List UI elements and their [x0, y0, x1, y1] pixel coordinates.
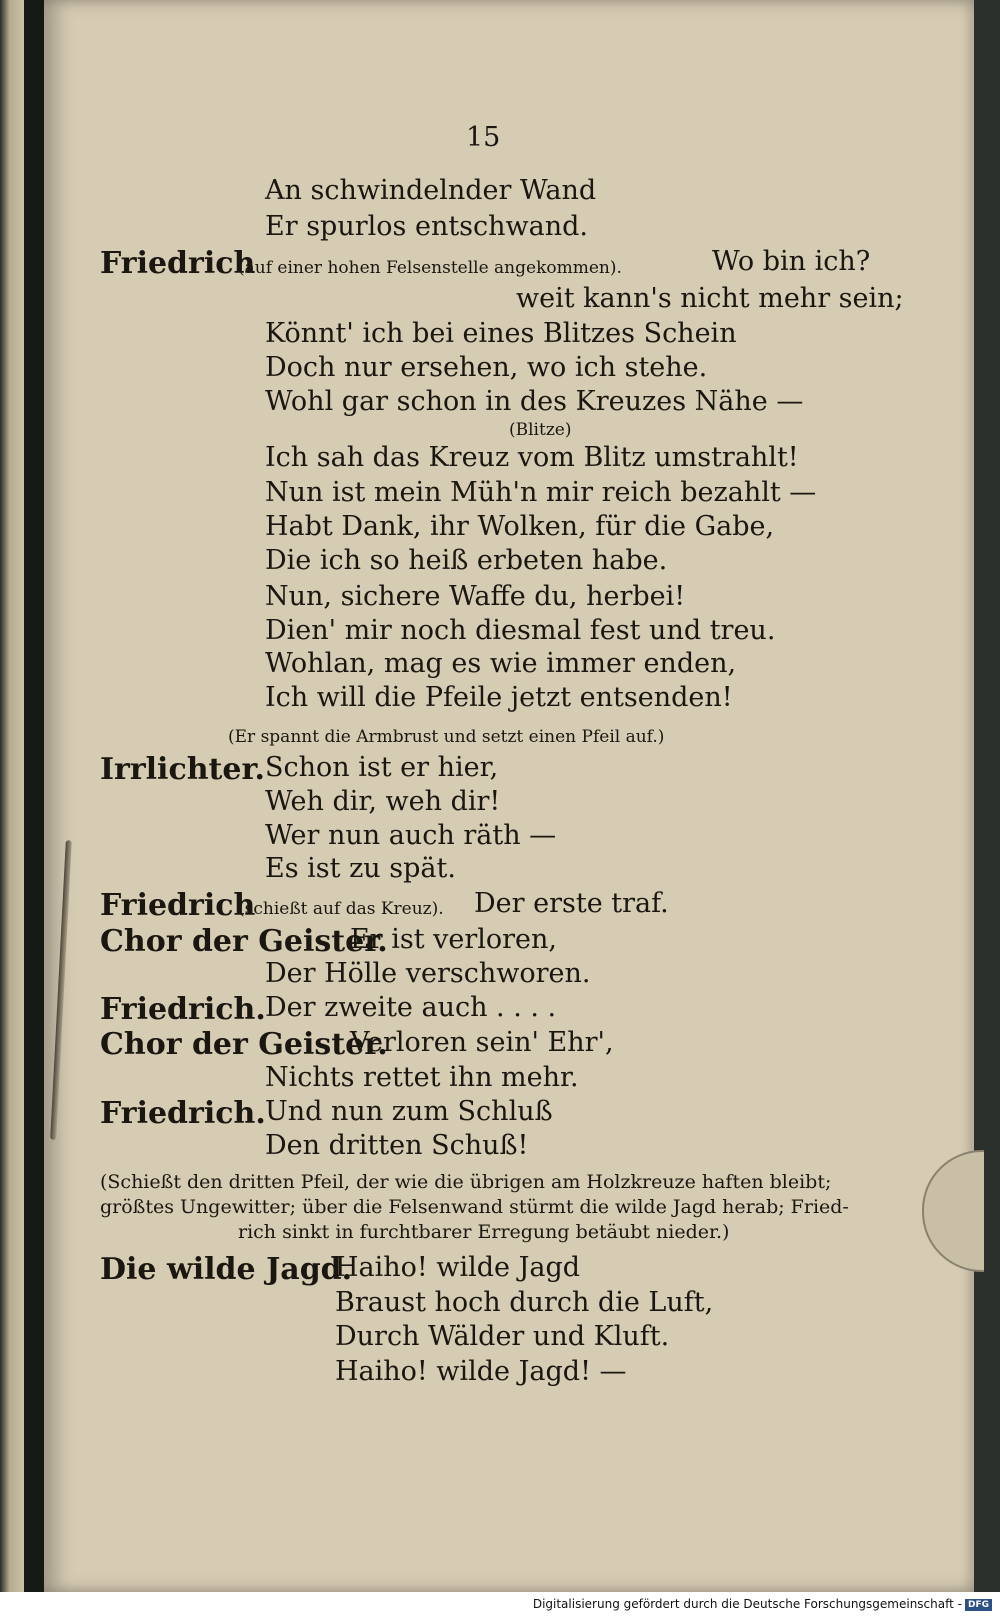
verse-line: Die ich so heiß erbeten habe. — [265, 545, 668, 576]
verse-line: Er spurlos entschwand. — [265, 211, 589, 242]
verse-line: Könnt' ich bei eines Blitzes Schein — [265, 318, 737, 349]
speaker-name: Die wilde Jagd. — [100, 1252, 353, 1287]
speaker-name: Friedrich — [100, 246, 256, 281]
verse-line: Wohlan, mag es wie immer enden, — [265, 648, 737, 679]
verse-line: Nun, sichere Waffe du, herbei! — [265, 581, 686, 612]
verse-line: Und nun zum Schluß — [265, 1096, 553, 1127]
stage-direction: (auf einer hohen Felsenstelle angekommen). — [238, 258, 622, 278]
stage-direction: (schießt auf das Kreuz). — [238, 899, 444, 919]
footer-credit-text: Digitalisierung gefördert durch die Deutsche Forschungsgemeinschaft - — [532, 1597, 962, 1611]
verse-line: Verloren sein' Ehr', — [350, 1027, 614, 1058]
verse-line: Der erste traf. — [474, 888, 669, 919]
verse-line: Habt Dank, ihr Wolken, für die Gabe, — [265, 511, 775, 542]
verse-line: Durch Wälder und Kluft. — [335, 1321, 670, 1352]
verse-line: Ich sah das Kreuz vom Blitz umstrahlt! — [265, 442, 799, 473]
verse-line: Wohl gar schon in des Kreuzes Nähe — — [265, 386, 804, 417]
verse-line: Doch nur ersehen, wo ich stehe. — [265, 352, 708, 383]
verse-line: Dien' mir noch diesmal fest und treu. — [265, 615, 776, 646]
verse-line: Ich will die Pfeile jetzt entsenden! — [265, 682, 733, 713]
stage-direction: größtes Ungewitter; über die Felsenwand stürmt die wilde Jagd herab; Fried- — [100, 1196, 849, 1218]
speaker-name: Chor der Geister. — [100, 924, 388, 959]
speaker-name: Irrlichter. — [100, 752, 265, 787]
verse-line: An schwindelnder Wand — [265, 175, 597, 206]
stage-direction: (Blitze) — [509, 420, 572, 440]
verse-line: Er ist verloren, — [350, 924, 558, 955]
speaker-name: Friedrich — [100, 888, 256, 923]
verse-line: Haiho! wilde Jagd! — — [335, 1356, 627, 1387]
dfg-logo: DFG — [965, 1599, 992, 1611]
verse-line: Haiho! wilde Jagd — [335, 1252, 581, 1283]
verse-line: Wo bin ich? — [712, 246, 871, 277]
verse-line: Der zweite auch . . . . — [265, 992, 557, 1023]
book-left-edge — [0, 0, 24, 1592]
verse-line: Nun ist mein Müh'n mir reich bezahlt — — [265, 477, 817, 508]
speaker-name: Chor der Geister. — [100, 1027, 388, 1062]
verse-line: Wer nun auch räth — — [265, 820, 557, 851]
stage-direction: (Er spannt die Armbrust und setzt einen Pfeil auf.) — [228, 727, 665, 747]
verse-line: weit kann's nicht mehr sein; — [516, 283, 904, 314]
speaker-name: Friedrich. — [100, 1096, 266, 1131]
verse-line: Braust hoch durch die Luft, — [335, 1287, 714, 1318]
page-number: 15 — [466, 122, 501, 153]
scan-background — [974, 0, 1000, 1592]
verse-line: Schon ist er hier, — [265, 752, 499, 783]
verse-line: Den dritten Schuß! — [265, 1130, 529, 1161]
stage-direction: (Schießt den dritten Pfeil, der wie die übrigen am Holzkreuze haften bleibt; — [100, 1171, 832, 1193]
verse-line: Der Hölle verschworen. — [265, 958, 591, 989]
stage-direction: rich sinkt in furchtbarer Erregung betäubt nieder.) — [238, 1221, 730, 1243]
footer-credit — [533, 1597, 992, 1611]
verse-line: Nichts rettet ihn mehr. — [265, 1062, 579, 1093]
speaker-name: Friedrich. — [100, 992, 266, 1027]
verse-line: Es ist zu spät. — [265, 853, 456, 884]
footer-bar — [0, 1592, 1000, 1618]
book-spine-gap — [24, 0, 44, 1592]
verse-line: Weh dir, weh dir! — [265, 786, 501, 817]
